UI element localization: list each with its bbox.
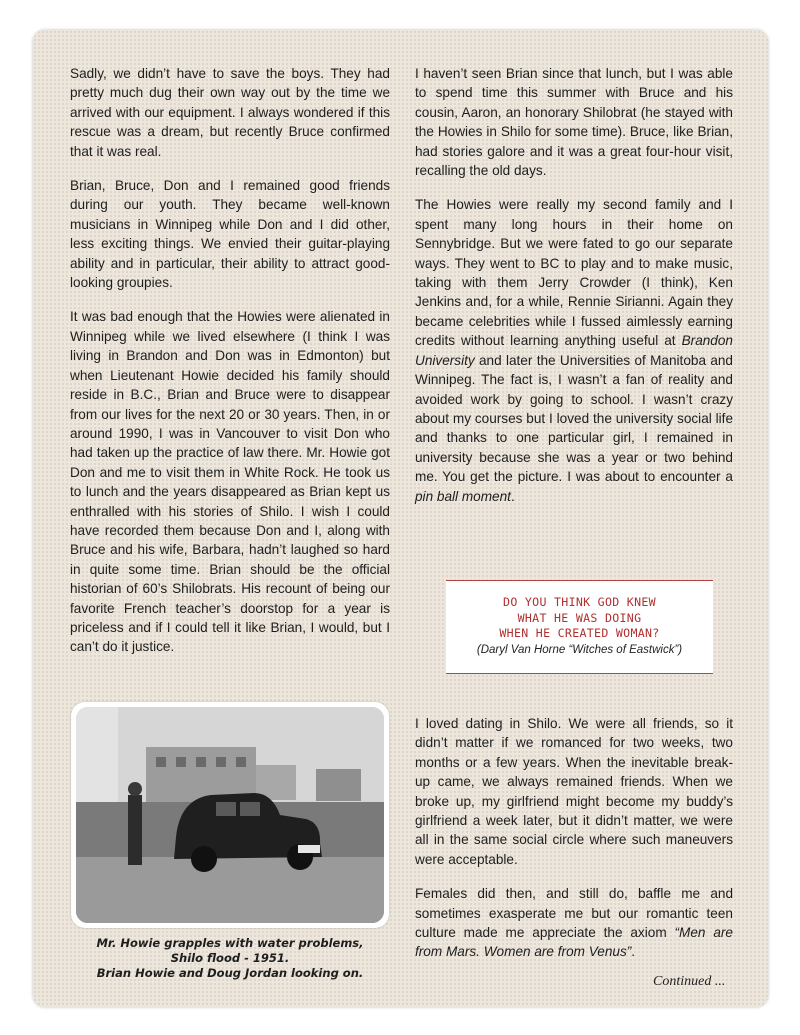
paragraph bbox=[415, 195, 733, 506]
quote-line: WHEN HE CREATED WOMAN? bbox=[499, 626, 660, 640]
quote-citation: (Daryl Van Horne “Witches of Eastwick”) bbox=[476, 643, 683, 656]
paragraph: Sadly, we didn’t have to save the boys. They had pretty much dug their own way out by the time we arrived with our equipment. I always wondered if this rescue was a dream, but recently Bruce confirmed that it was real. bbox=[70, 66, 390, 159]
vintage-photo-icon bbox=[76, 707, 384, 923]
photo-frame bbox=[71, 702, 389, 928]
left-column-text bbox=[70, 64, 390, 672]
paragraph: I loved dating in Shilo. We were all friends, so it didn’t matter if we romanced for two weeks, two months or a few years. When the inevitable break-up came, we always remained friends. When we broke up, my girlfriend might become my buddy’s girlfriend a week later, but it didn’t matter, we were all in the same social circle where such maneuvers were acceptable. bbox=[415, 716, 733, 867]
caption-line: Mr. Howie grapples with water problems, bbox=[96, 936, 364, 950]
paragraph: I haven’t seen Brian since that lunch, but I was able to spend time this summer with Bruce and his cousin, Aaron, an honorary Shilobrat (he stayed with the Howies in Shilo for some time). Bruce, like Brian, had stories galore and it was a great four-hour visit, recalling the old days. bbox=[415, 66, 733, 179]
page-panel bbox=[33, 30, 768, 1007]
text-run: . bbox=[510, 488, 515, 504]
right-column-text bbox=[415, 64, 733, 521]
paragraph: It was bad enough that the Howies were alienated in Winnipeg while we lived elsewhere (I think I was living in Brandon and Don was in Edmonton) but when Lieutenant Howie decided his family should reside in B.C., Brian and Bruce were to disappear from our lives for the next 20 or 30 years. Then, in or around 1990, I was in Vancouver to visit Don who had taken up the practice of law there. Mr. Howie got Don and me to visit them in White Rock. He took us to lunch and the years disappeared as Brian kept us enthralled with his stories of Shilo. I wish I could have recorded them because Don and I, along with Bruce and his wife, Barbara, hadn’t laughed so hard in quite some time. Brian should be the official historian of 60’s Shilobrats. His recount of being our favorite French teacher’s doorstop for a year is priceless and if I could tell it like Brian, I would, but I can’t do it justice. bbox=[70, 309, 390, 655]
continued-label: Continued ... bbox=[653, 974, 726, 989]
emphasis-axiom: “Men are from Mars. Women are from Venus” bbox=[415, 925, 733, 960]
paragraph bbox=[415, 884, 733, 962]
text-run: The Howies were really my second family and I spent many long hours in their home on Sennybridge. But we were fated to go our separate ways. They went to BC to play and to make music, taking with them Jerry Crowder (I think), Ken Jenkins and, for a while, Rennie Sirianni. Again they became celebrities while I fussed aimlessly earning credits without learning anything useful at bbox=[415, 197, 733, 349]
text-run: Females did then, and still do, baffle me and sometimes exasperate me but our romantic teen culture made me appreciate the axiom bbox=[415, 886, 733, 941]
text-run: and later the Universities of Manitoba and Winnipeg. The fact is, I wasn’t a fan of reality and avoided work by going to school. I wasn’t crazy about my courses but I loved the university social life and thanks to one particular girl, I remained in university because she was a year or two behind me. You get the picture. I was about to encounter a bbox=[415, 352, 733, 485]
emphasis-pinball: pin ball moment bbox=[415, 488, 511, 504]
paragraph: Brian, Bruce, Don and I remained good friends during our youth. They became well-known musicians in Winnipeg while Don and I did other, less exciting things. We envied their guitar-playing ability and in particular, their ability to attract good-looking groupies. bbox=[70, 178, 390, 291]
right-column-bottom-text bbox=[415, 714, 733, 977]
emphasis-university: Brandon University bbox=[415, 333, 733, 368]
caption-line: Brian Howie and Doug Jordan looking on. bbox=[96, 966, 364, 980]
quote-line: DO YOU THINK GOD KNEW bbox=[503, 595, 656, 609]
pull-quote bbox=[446, 580, 713, 674]
photo-caption bbox=[71, 936, 389, 981]
text-run: . bbox=[631, 944, 636, 960]
quote-line: WHAT HE WAS DOING bbox=[517, 610, 642, 625]
caption-line: Shilo flood - 1951. bbox=[170, 951, 290, 965]
